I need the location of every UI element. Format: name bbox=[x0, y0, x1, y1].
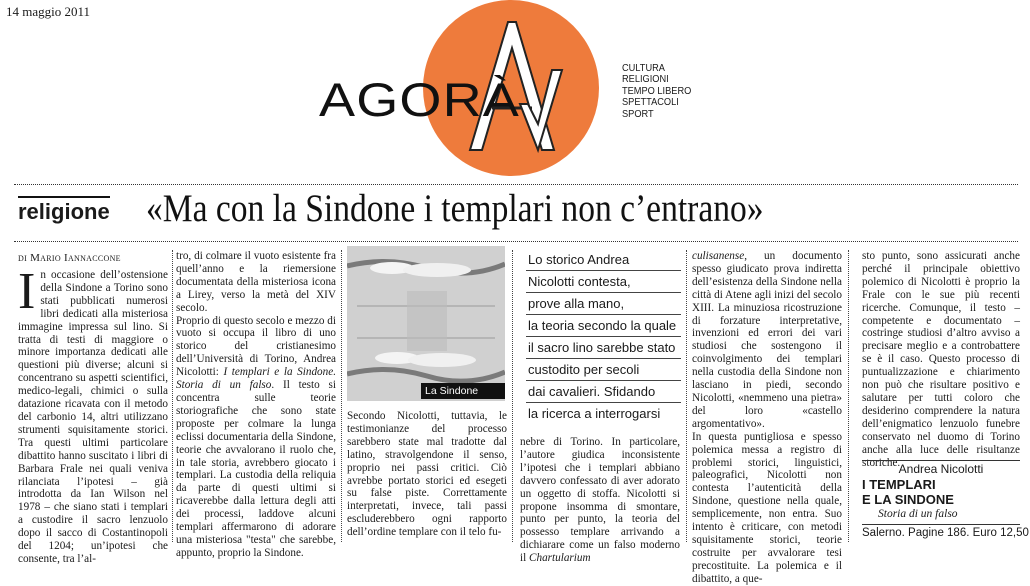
column-3-text: Secondo Nicolotti, tuttavia, le testimonianze del processo sarebbero state mal tradotte dal latino, stravolgendone il senso, proprio nei passi critici. Ciò avrebbe portato storici ed esegeti su false piste. Correttamente interpretati, invece, tali passi escluderebbero ogni rapporto dell’ordine templare con il telo fu- bbox=[347, 410, 507, 539]
publication-date: 14 maggio 2011 bbox=[6, 4, 91, 19]
column-5-paragraph-1 bbox=[692, 250, 842, 431]
book-info-box bbox=[862, 460, 1029, 541]
article-headline: «Ma con la Sindone i templari non c’entrano» bbox=[146, 187, 764, 230]
column-divider bbox=[172, 250, 173, 542]
section-topics bbox=[622, 63, 691, 120]
section-topic: SPORT bbox=[622, 107, 654, 120]
pull-quote-line: Nicolotti contesta, bbox=[526, 271, 681, 293]
column-6-text: sto punto, sono assicurati anche perché il principale obiettivo polemico di Nicolotti è proprio la Frale con le sue più recenti ricerche. Comunque, il testo – competente e documentato – costringe studiosi d’altro avviso a precisare meglio e a controbattere se è il caso. Questo processo di puntualizzazione e chiarimento non può che risultare positivo e salutare per tutti coloro che desiderino comprendere la natura dell’enigmatico lenzuolo funebre conservato nel duomo di Torino anche alla luce delle risultanze storiche. bbox=[862, 250, 1020, 469]
column-2-text-a: Proprio di questo secolo e mezzo di vuoto si occupa il libro di uno storico del cristianesimo dell’Università di Torino, Andrea Nicolotti: bbox=[176, 314, 336, 379]
column-2-text-b: . Il testo si concentra sulle teorie storiografiche che sono state proposte per colmare la lunga eclissi documentaria della Sindone, teorie che avvalorano il ruolo che, in tale storia, avrebbero giocato i templari. La custodia della reliquia da parte di questi ultimi si ricaverebbe dalla lettura degli atti dei processi, laddove alcuni templari affermarono di adorare una misteriosa "testa" che sarebbe, appunto, proprio la Sindone. bbox=[176, 379, 336, 559]
shroud-photo bbox=[347, 246, 505, 401]
section-topic: RELIGIONI bbox=[622, 73, 669, 86]
section-topic: TEMPO LIBERO bbox=[622, 84, 692, 97]
pull-quote-line: Lo storico Andrea bbox=[526, 249, 681, 271]
article-column-4 bbox=[520, 436, 680, 565]
column-divider bbox=[512, 250, 513, 542]
photo-caption: La Sindone bbox=[421, 383, 505, 399]
shroud-image bbox=[347, 246, 505, 401]
article-column-2 bbox=[176, 250, 336, 560]
book-title-line-2: E LA SINDONE bbox=[862, 492, 954, 507]
top-divider bbox=[14, 184, 1018, 185]
book-author: Andrea Nicolotti bbox=[898, 462, 984, 476]
section-topic: SPETTACOLI bbox=[622, 96, 679, 109]
column-4-paragraph bbox=[520, 436, 680, 565]
column-divider bbox=[686, 250, 687, 542]
section-topic: CULTURA bbox=[622, 62, 665, 74]
column-divider bbox=[848, 250, 849, 542]
column-5-paragraph-2: In questa puntigliosa e spesso polemica messa a registro di problemi storici, linguistici, paleografici, Nicolotti non contesta l’autenticità della Sindone, questione nella quale, semplicemente, non entra. Suo intento è criticare, con metodi squisitamente storici, teorie costruite per avvalorare tesi precostituite. La polemica e il dibattito, a que- bbox=[692, 430, 842, 585]
pull-quote-line: il sacro lino sarebbe stato bbox=[526, 337, 681, 359]
column-5-italic: culisanense bbox=[692, 250, 745, 262]
article-column-5 bbox=[692, 250, 842, 586]
section-title: AGORÀ bbox=[319, 73, 520, 126]
headline-divider bbox=[14, 241, 1018, 242]
book-title-inline: I templari e la Sindone. Storia di un falso bbox=[176, 366, 336, 392]
pull-quote-line: la teoria secondo la quale bbox=[526, 315, 681, 337]
column-2-paragraph-2 bbox=[176, 315, 336, 560]
pull-quote-line: la ricerca a interrogarsi bbox=[528, 406, 661, 421]
book-publisher: Salerno. Pagine 186. Euro 12,50 bbox=[862, 527, 1029, 539]
article-column-6 bbox=[862, 250, 1020, 469]
article-column-1 bbox=[18, 263, 168, 566]
column-5-text-1: , un documento spesso giudicato prova indiretta dell’esistenza della Sindone nella città di Atene agli inizi del secolo XIII. La minuziosa ricostruzione di forzature interpretative, invenzioni ed errori dei vari studiosi che sostengono il coinvolgimento dei templari nella custodia della Sindone non lasciano in piedi, secondo Nicolotti, «nemmeno una pietra» del loro «castello argomentativo». bbox=[692, 250, 842, 430]
column-4-italic: Chartularium bbox=[529, 552, 591, 565]
article-kicker: religione bbox=[18, 196, 110, 226]
byline-text: di Mario Iannaccone bbox=[18, 252, 121, 264]
column-divider bbox=[341, 250, 342, 542]
article-column-3 bbox=[347, 410, 507, 539]
pull-quote-line: dai cavalieri. Sfidando bbox=[526, 381, 681, 403]
pull-quote-line: prove alla mano, bbox=[526, 293, 681, 315]
column-1-text: n occasione dell’ostensione della Sindone a Torino sono stati pubblicati numerosi libri dedicati alla misteriosa immagine impressa sul lino. Si tratta di testi di maggiore o minore importanza dedicati alle questioni più diverse; alcuni si concentrano su aspetti scientifici, medico-legali, chimici o sulla datazione ricavata con il metodo del carbonio 14, altri utilizzano strumenti squisitamente storici. Tra questi ultimi particolare dibattito hanno suscitato i libri di Barbara Frale nei quali veniva rilanciata l’ipotesi – già introdotta da Ian Wilson nel 1978 – che siano stati i templari a custodire il sacro lenzuolo dopo il sacco di Costantinopoli del 1204; un’ipotesi che consente, tra l’al- bbox=[18, 269, 168, 565]
drop-cap: I bbox=[18, 263, 36, 320]
column-2-paragraph-1: tro, di colmare il vuoto esistente fra quell’anno e la riemersione documentata della misteriosa icona a Lirey, verso la metà del XIV secolo. bbox=[176, 250, 336, 314]
pull-quote-line: custodito per secoli bbox=[526, 359, 681, 381]
pull-quote bbox=[526, 249, 681, 424]
book-subtitle: Storia di un falso bbox=[878, 508, 958, 520]
column-4-text: nebre di Torino. In particolare, l’autore giudica inconsistente l’ipotesi che i templari abbiano davvero confessato di aver adorato un oggetto di stoffa. Nicolotti si propone insomma di smontare, punto per punto, la teoria del possesso templare arrivando a dichiarare come un falso moderno il bbox=[520, 436, 680, 565]
book-title-line-1: I TEMPLARI bbox=[862, 477, 936, 492]
